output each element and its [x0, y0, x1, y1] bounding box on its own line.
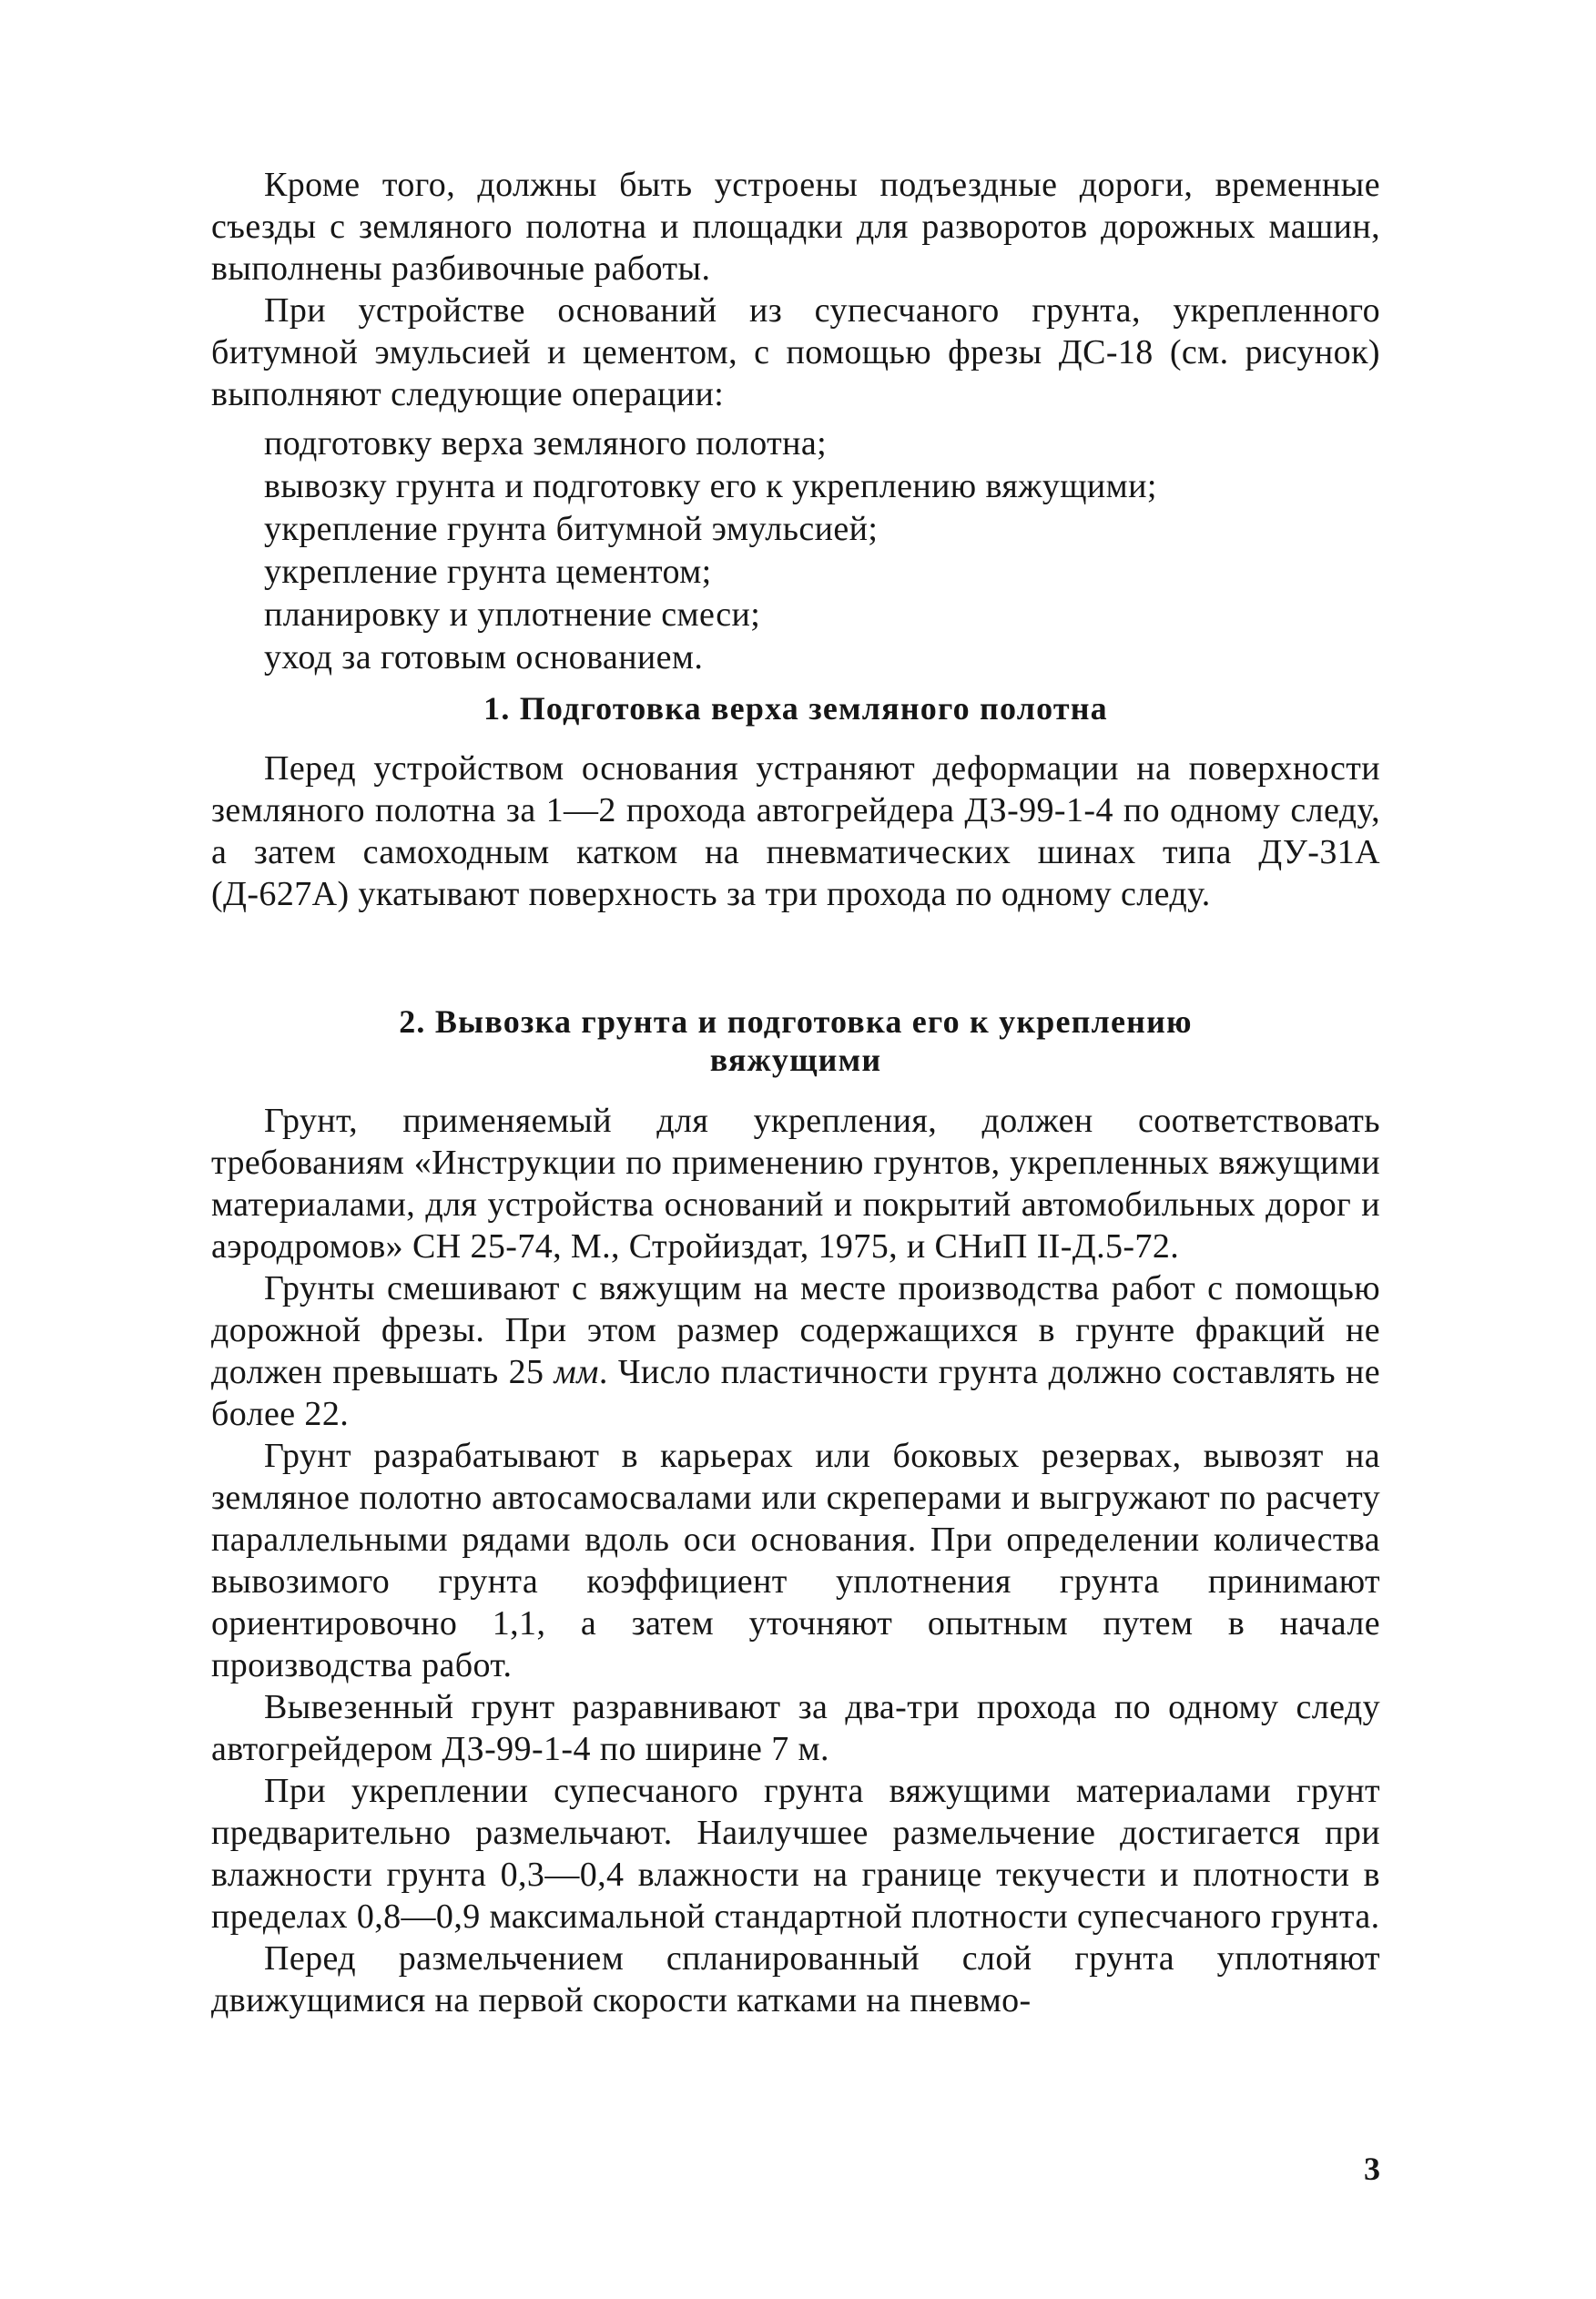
operation-item: укрепление грунта битумной эмульсией; [264, 510, 879, 548]
section-1-paragraph: Перед устройством основания устраняют деформации на поверхности земляного полотна за 1—2 прохода автогрейдера ДЗ-99-1-4 по одному следу, а затем самоходным катком на пневматических шинах типа ДУ-31А (Д-627А) укатывают поверхность за три прохода по одному следу. [211, 749, 1380, 913]
intro-paragraph-1: Кроме того, должны быть устроены подъездные дороги, временные съезды с земляного полотна и площадки для разворотов дорожных машин, выполнены разбивочные работы. [211, 166, 1380, 288]
operation-item: укрепление грунта цементом; [264, 553, 712, 591]
section-2-paragraph-5: При укреплении супесчаного грунта вяжущими материалами грунт предварительно размельчают. Наилучшее размельчение достигается при влажности грунта 0,3—0,4 влажности на границе текучести и плотности в пределах 0,8—0,9 максимальной стандартной плотности супесчаного грунта. [211, 1772, 1380, 1936]
section-2-heading [211, 1002, 1380, 1079]
section-2-heading-line-1: 2. Вывозка грунта и подготовка его к укреплению [399, 1003, 1193, 1040]
unit-mm: мм [554, 1353, 599, 1391]
section-2-paragraph-4: Вывезенный грунт разравнивают за два-три прохода по одному следу автогрейдером ДЗ-99-1-4 по ширине 7 м. [211, 1688, 1380, 1768]
operation-item: подготовку верха земляного полотна; [264, 424, 828, 463]
paragraph-text: Грунты смешивают с вяжущим на месте производства работ с помощью дорожной фрезы. При этом размер содержащихся в грунте фракций не должен превышать 25 [211, 1269, 1380, 1391]
section-2-heading-line-2: вяжущими [709, 1042, 882, 1078]
section-2-body [211, 1100, 1380, 2021]
operation-item: вывозку грунта и подготовку его к укреплению вяжущими; [264, 467, 1157, 505]
section-1-heading: 1. Подготовка верха земляного полотна [483, 690, 1108, 727]
page-number: 3 [1364, 2151, 1380, 2187]
operations-list [264, 422, 1380, 679]
section-2-paragraph-6: Перед размельчением спланированный слой грунта уплотняют движущимися на первой скорости катками на пневмо- [211, 1939, 1380, 2019]
section-2-paragraph-2 [211, 1267, 1380, 1435]
section-1-body [211, 748, 1380, 915]
operation-item: уход за готовым основанием. [264, 638, 704, 676]
operation-item: планировку и уплотнение смеси; [264, 595, 761, 634]
intro-paragraph-2: При устройстве оснований из супесчаного грунта, укрепленного битумной эмульсией и цементом, с помощью фрезы ДС-18 (см. рисунок) выполняют следующие операции: [211, 291, 1380, 413]
section-2-paragraph-1: Грунт, применяемый для укрепления, должен соответствовать требованиям «Инструкции по применению грунтов, укрепленных вяжущими материалами, для устройства оснований и покрытий автомобильных дорог и аэродромов» СН 25-74, М., Стройиздат, 1975, и СНиП II-Д.5-72. [211, 1102, 1380, 1266]
section-2-paragraph-3: Грунт разрабатывают в карьерах или боковых резервах, вывозят на земляное полотно автосамосвалами или скреперами и выгружают по расчету параллельными рядами вдоль оси основания. При определении количества вывозимого грунта коэффициент уплотнения грунта принимают ориентировочно 1,1, а затем уточняют опытным путем в начале производства работ. [211, 1437, 1380, 1684]
intro-block [211, 164, 1380, 415]
paragraph-text: . Число пластичности грунта должно составлять не более 22. [211, 1353, 1380, 1433]
